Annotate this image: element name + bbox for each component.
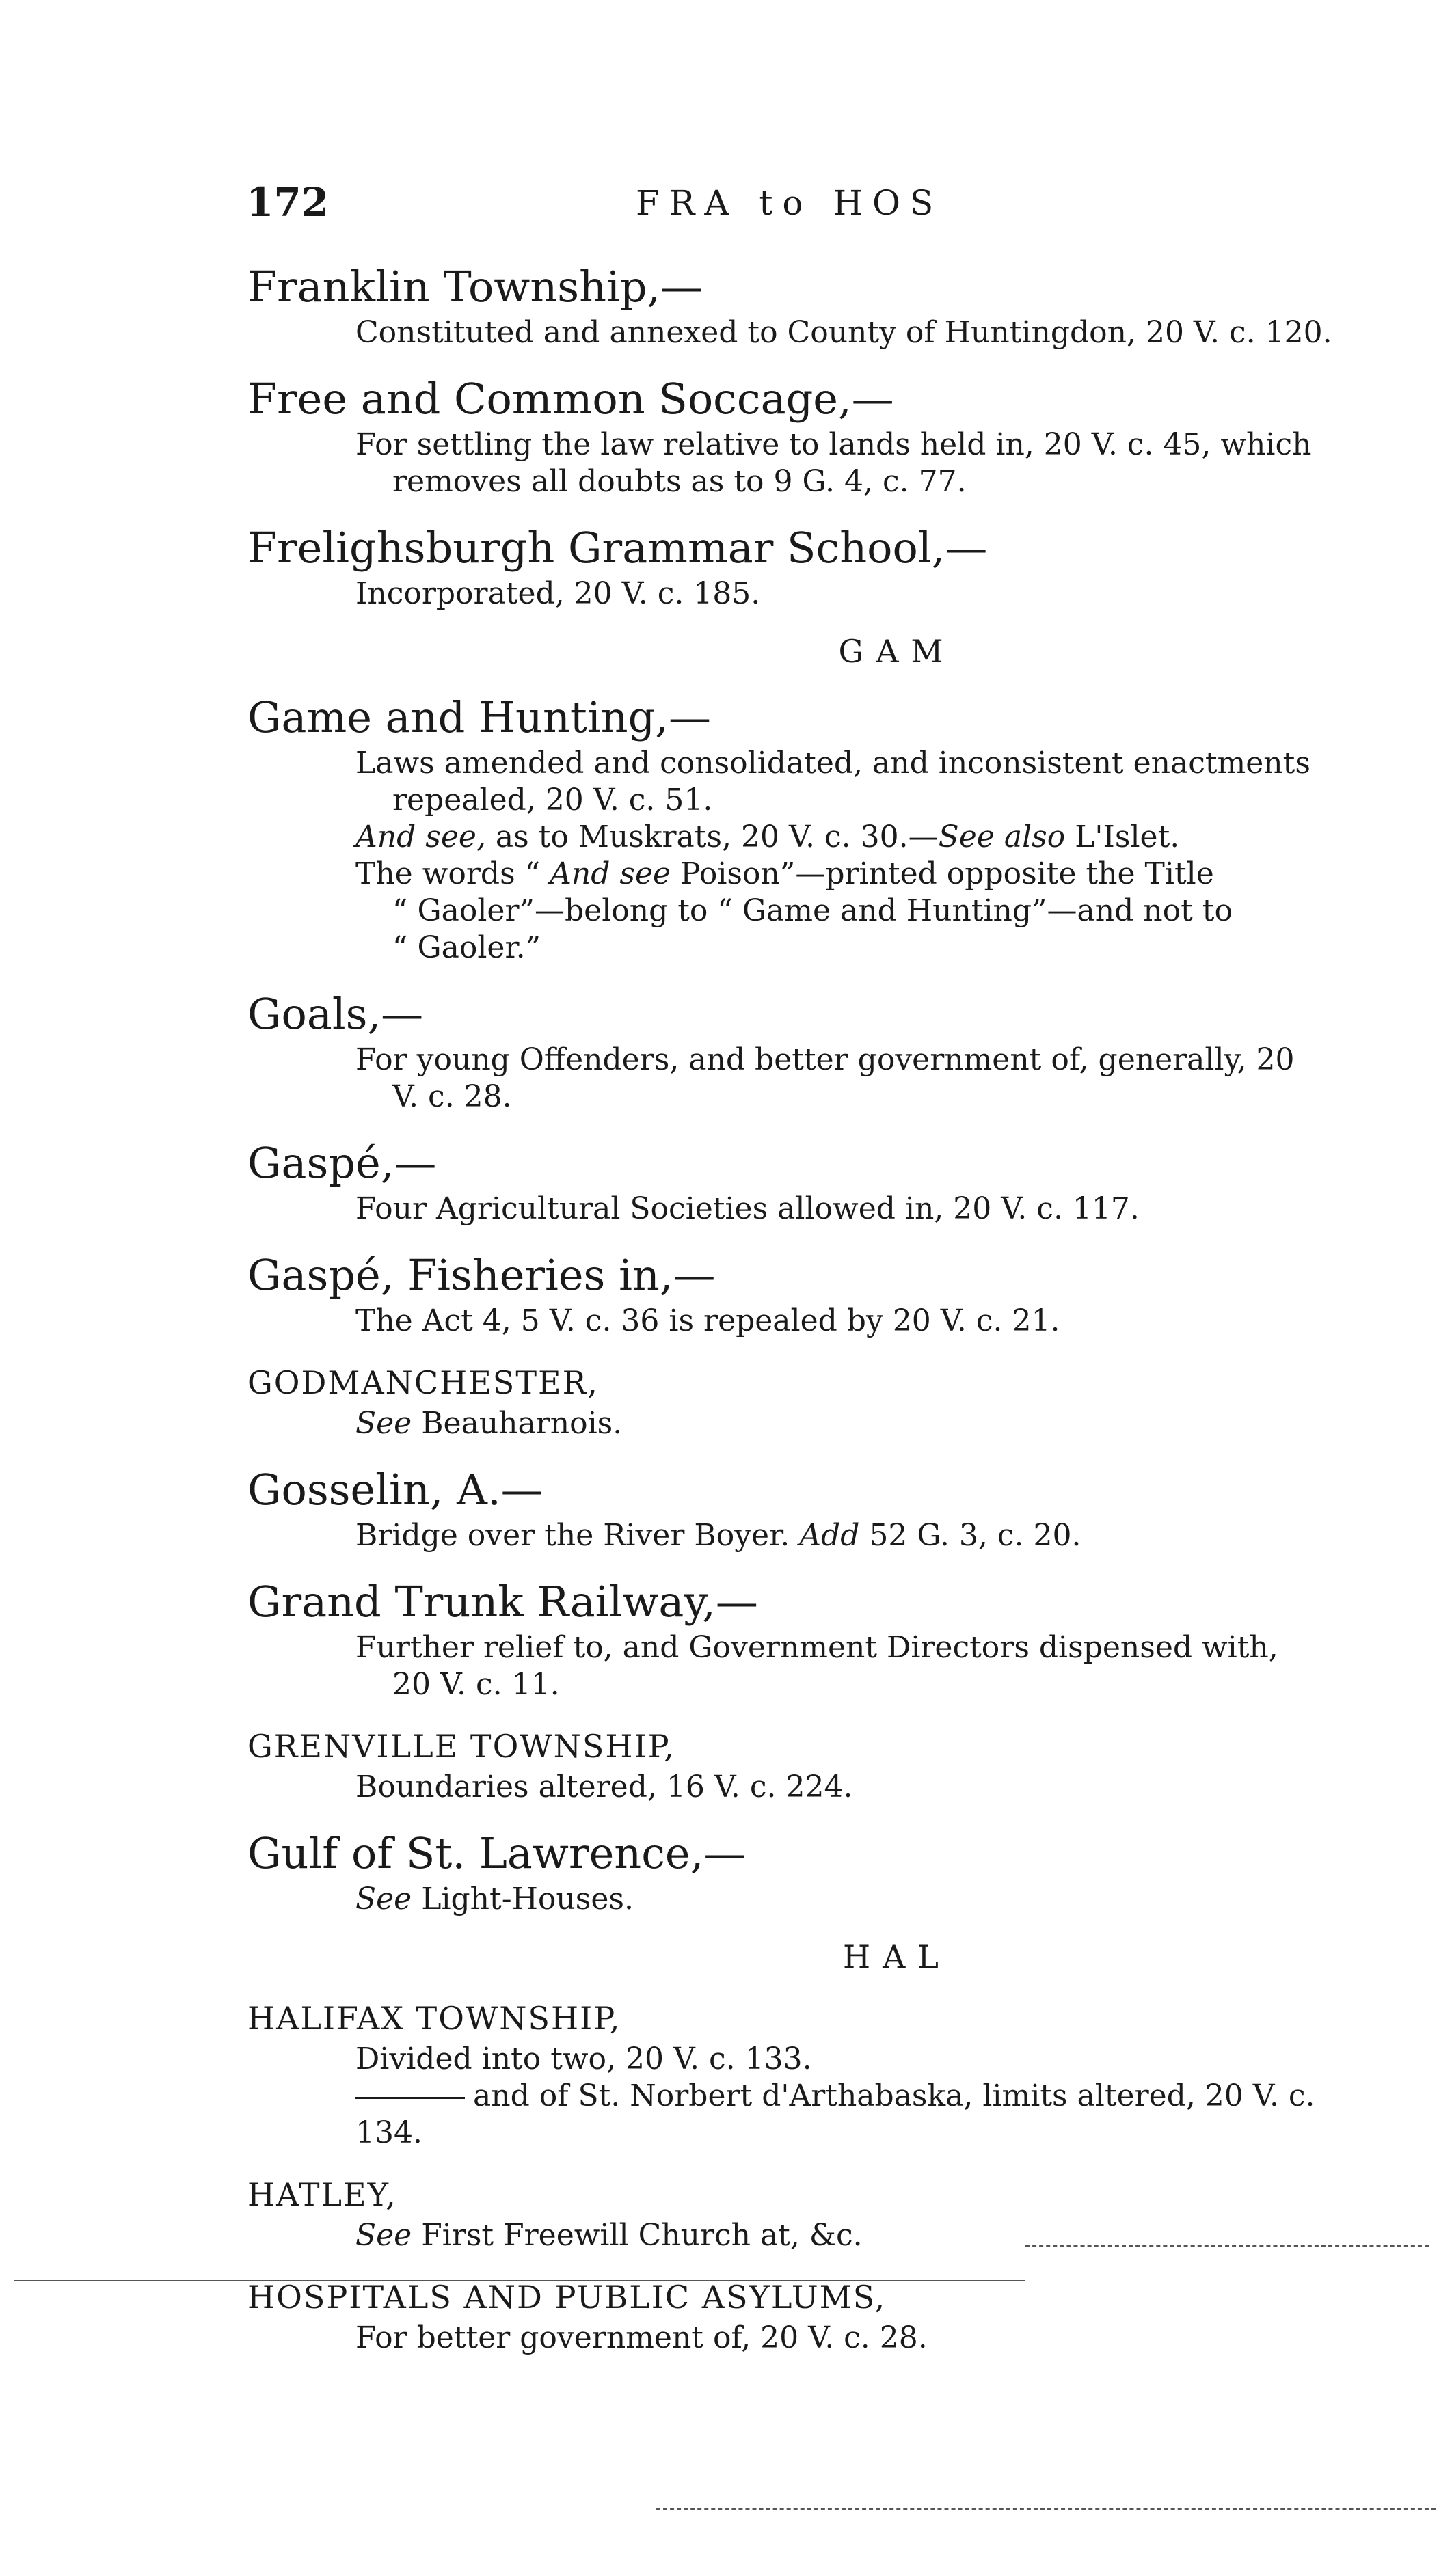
entry-text: Boundaries altered, 16 V. c. 224. [355,1770,853,1804]
entry-heading: GRENVILLE TOWNSHIP, [247,1728,675,1765]
entry-godmanchester [247,1360,1369,1442]
entry-franklin-township [247,260,1369,351]
section-heading-gam: GAM [838,633,956,670]
entry-text: 20 V. c. 11. [392,1667,560,1702]
entry-grenville-township [247,1724,1369,1806]
entry-text [247,2078,1369,2152]
entry-gosselin [247,1463,1369,1554]
entry-text: repealed, 20 V. c. 51. [392,783,713,817]
entry-text-part: Light-Houses. [412,1882,634,1916]
entry-text [247,1517,1369,1554]
entry-heading: Gosselin, A.— [247,1465,543,1515]
entry-heading: Franklin Township,— [247,262,703,312]
entry-text: Laws amended and consolidated, and inconsistent enactments [355,746,1310,781]
entry-text-part: and of St. Norbert d'Arthabaska, limits altered, 20 V. c. 134. [355,2078,1315,2150]
entry-text: Further relief to, and Government Directors dispensed with, [355,1630,1278,1665]
scan-rule-line [1025,2245,1429,2247]
entry-gaspe-fisheries [247,1248,1369,1340]
entry-text: For young Offenders, and better government of, generally, 20 [355,1042,1295,1077]
entry-text-part: as to Muskrats, 20 V. c. 30.— [485,819,939,854]
italic-text: See [355,2218,412,2253]
entry-frelighsburgh-grammar-school [247,521,1369,612]
entry-text [247,2217,1369,2254]
entry-text: Four Agricultural Societies allowed in, 20 V. c. 117. [355,1191,1140,1226]
entry-heading: Gaspé,— [247,1138,437,1188]
entry-halifax-township [247,1996,1369,2152]
italic-text: See [355,1882,412,1916]
entry-text-part: First Freewill Church at, &c. [412,2218,863,2253]
entry-text: removes all doubts as to 9 G. 4, c. 77. [392,464,967,499]
entry-text-part: Poison”—printed opposite the Title [671,856,1214,891]
entry-goals [247,987,1369,1115]
entry-heading: Free and Common Soccage,— [247,374,894,424]
entry-hatley [247,2172,1369,2254]
entry-grand-trunk-railway [247,1575,1369,1703]
italic-text: See also [938,819,1066,854]
page-number: 172 [246,179,330,226]
entry-gulf-of-st-lawrence [247,1826,1369,1918]
ditto-dash [355,2097,465,2099]
entry-text [247,1405,1369,1442]
entry-text: Divided into two, 20 V. c. 133. [355,2042,812,2076]
entry-text: For settling the law relative to lands held in, 20 V. c. 45, which [355,427,1312,462]
entry-heading: HATLEY, [247,2176,397,2213]
running-title: FRA to HOS [636,183,943,223]
entry-text: “ Gaoler.” [392,930,541,965]
entry-gaspe [247,1136,1369,1228]
entry-free-and-common-soccage [247,372,1369,500]
entry-heading: Game and Hunting,— [247,692,711,742]
entry-heading: Grand Trunk Railway,— [247,1577,758,1627]
scan-rule-line [14,2280,1025,2281]
entry-text: “ Gaoler”—belong to “ Game and Hunting”—and not to [392,893,1233,928]
entry-text [247,856,1369,893]
entry-text: For better government of, 20 V. c. 28. [355,2320,928,2355]
running-head [246,179,1370,227]
entry-heading: Gaspé, Fisheries in,— [247,1250,716,1300]
scan-rule-line [656,2508,1436,2510]
entry-text: V. c. 28. [392,1079,512,1114]
entry-text-part: Bridge over the River Boyer. [355,1518,800,1553]
entry-text [247,1881,1369,1918]
entry-heading: Goals,— [247,989,424,1039]
italic-text: And see, [355,819,486,854]
italic-text: See [355,1406,412,1441]
entry-text-part: Beauharnois. [412,1406,623,1441]
entry-text: The Act 4, 5 V. c. 36 is repealed by 20 V. c. 21. [355,1303,1060,1338]
italic-text: And see [550,856,671,891]
entry-text-part: The words “ [355,856,550,891]
entry-text [247,819,1369,856]
entry-game-and-hunting [247,690,1369,966]
entry-heading: HALIFAX TOWNSHIP, [247,2000,621,2037]
section-heading-hal: HAL [843,1938,951,1975]
entry-heading: HOSPITALS AND PUBLIC ASYLUMS, [247,2279,887,2316]
index-content [247,260,1369,2377]
entry-hospitals-and-public-asylums [247,2275,1369,2357]
entry-text-part: L'Islet. [1065,819,1180,854]
entry-heading: Gulf of St. Lawrence,— [247,1828,747,1878]
entry-text: Constituted and annexed to County of Huntingdon, 20 V. c. 120. [355,315,1332,350]
italic-text: Add [799,1518,860,1553]
entry-text: Incorporated, 20 V. c. 185. [355,576,761,611]
entry-text-part: 52 G. 3, c. 20. [859,1518,1081,1553]
entry-heading: GODMANCHESTER, [247,1364,599,1401]
entry-heading: Frelighsburgh Grammar School,— [247,523,988,573]
